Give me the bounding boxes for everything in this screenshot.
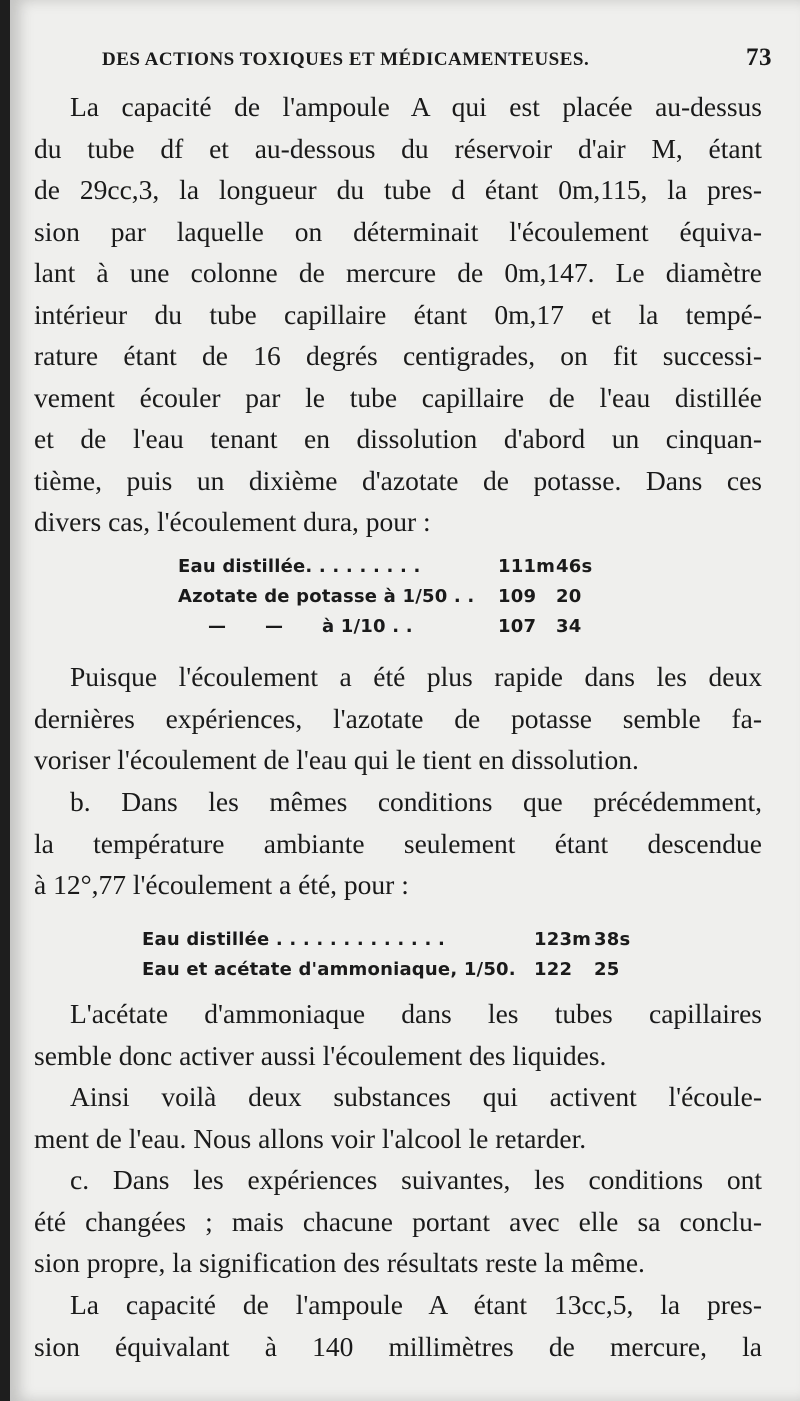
row-minutes: 107 xyxy=(498,615,537,637)
table-row xyxy=(142,954,630,984)
paragraph-7 xyxy=(34,1284,762,1367)
results-table-1 xyxy=(178,551,592,641)
paragraph-1 xyxy=(34,86,762,543)
row-seconds: 38s xyxy=(594,928,631,950)
text-line: Puisque l'écoulement a été plus rapide dans les deux xyxy=(70,661,762,692)
page-number: 73 xyxy=(746,44,772,71)
text-line: à 12°,77 l'écoulement a été, pour : xyxy=(34,869,409,900)
text-line: sion par laquelle on déterminait l'écoulement équiva- xyxy=(34,215,762,247)
row-label: Azotate de potasse à 1/50 . . xyxy=(178,585,475,607)
book-page xyxy=(10,0,800,1401)
text-line: divers cas, l'écoulement dura, pour : xyxy=(34,506,431,537)
text-line: semble donc activer aussi l'écoulement des liquides. xyxy=(34,1039,607,1071)
paragraph-6 xyxy=(34,1159,762,1284)
row-seconds: 34 xyxy=(556,615,582,637)
text-line: dernières expériences, l'azotate de potasse semble fa- xyxy=(34,702,762,734)
row-label: Eau distillée. . . . . . . . . xyxy=(178,555,421,577)
paragraph-5 xyxy=(34,1076,762,1159)
text-line: vement écouler par le tube capillaire de l'eau distillée xyxy=(34,381,762,413)
text-line: du tube df et au-dessous du réservoir d'air M, étant xyxy=(34,132,762,164)
text-line: La capacité de l'ampoule A étant 13cc,5, la pres- xyxy=(70,1289,762,1320)
running-head-title: DES ACTIONS TOXIQUES ET MÉDICAMENTEUSES. xyxy=(102,49,590,70)
text-line: La capacité de l'ampoule A qui est placée au-dessus xyxy=(70,91,762,122)
text-line: voriser l'écoulement de l'eau qui le tient en dissolution. xyxy=(34,744,639,775)
running-head xyxy=(102,44,772,72)
text-line: sion équivalant à 140 millimètres de mercure, la xyxy=(34,1330,762,1362)
text-line: rature étant de 16 degrés centigrades, on fit successi- xyxy=(34,340,762,371)
row-label: Eau distillée . . . . . . . . . . . . . xyxy=(142,928,445,950)
row-minutes: 123m xyxy=(534,928,592,950)
text-line: sion propre, la signification des résultats reste la même. xyxy=(34,1247,645,1278)
text-line: la température ambiante seulement étant descendue xyxy=(34,827,762,859)
table-row xyxy=(178,581,592,611)
table-row xyxy=(178,551,592,581)
row-seconds: 20 xyxy=(556,585,582,607)
row-label: Eau et acétate d'ammoniaque, 1/50. xyxy=(142,958,516,980)
results-table-2 xyxy=(142,924,630,984)
table-row xyxy=(178,611,592,641)
text-line: ment de l'eau. Nous allons voir l'alcool le retarder. xyxy=(34,1122,587,1154)
paragraph-3 xyxy=(34,781,762,906)
row-minutes: 122 xyxy=(534,958,573,980)
text-line: et de l'eau tenant en dissolution d'abord un cinquan- xyxy=(34,423,762,454)
text-line: tième, puis un dixième d'azotate de potasse. Dans ces xyxy=(34,464,762,496)
text-line: lant à une colonne de mercure de 0m,147. Le diamètre xyxy=(34,257,762,288)
row-seconds: 25 xyxy=(594,958,620,980)
text-line: été changées ; mais chacune portant avec elle sa conclu- xyxy=(34,1205,762,1237)
paragraph-2 xyxy=(34,656,762,781)
row-minutes: 111m xyxy=(498,555,556,577)
text-line: c. Dans les expériences suivantes, les conditions ont xyxy=(70,1164,762,1195)
text-line: L'acétate d'ammoniaque dans les tubes capillaires xyxy=(70,998,762,1029)
table-row xyxy=(142,924,630,954)
row-label: — — à 1/10 . . xyxy=(208,615,413,637)
text-line: de 29cc,3, la longueur du tube d étant 0m,115, la pres- xyxy=(34,174,762,205)
text-line: Ainsi voilà deux substances qui activent l'écoule- xyxy=(70,1081,762,1112)
row-seconds: 46s xyxy=(556,555,593,577)
text-line: intérieur du tube capillaire étant 0m,17 et la tempé- xyxy=(34,298,762,330)
row-minutes: 109 xyxy=(498,585,537,607)
paragraph-4 xyxy=(34,993,762,1076)
text-line: b. Dans les mêmes conditions que précédemment, xyxy=(70,786,762,817)
